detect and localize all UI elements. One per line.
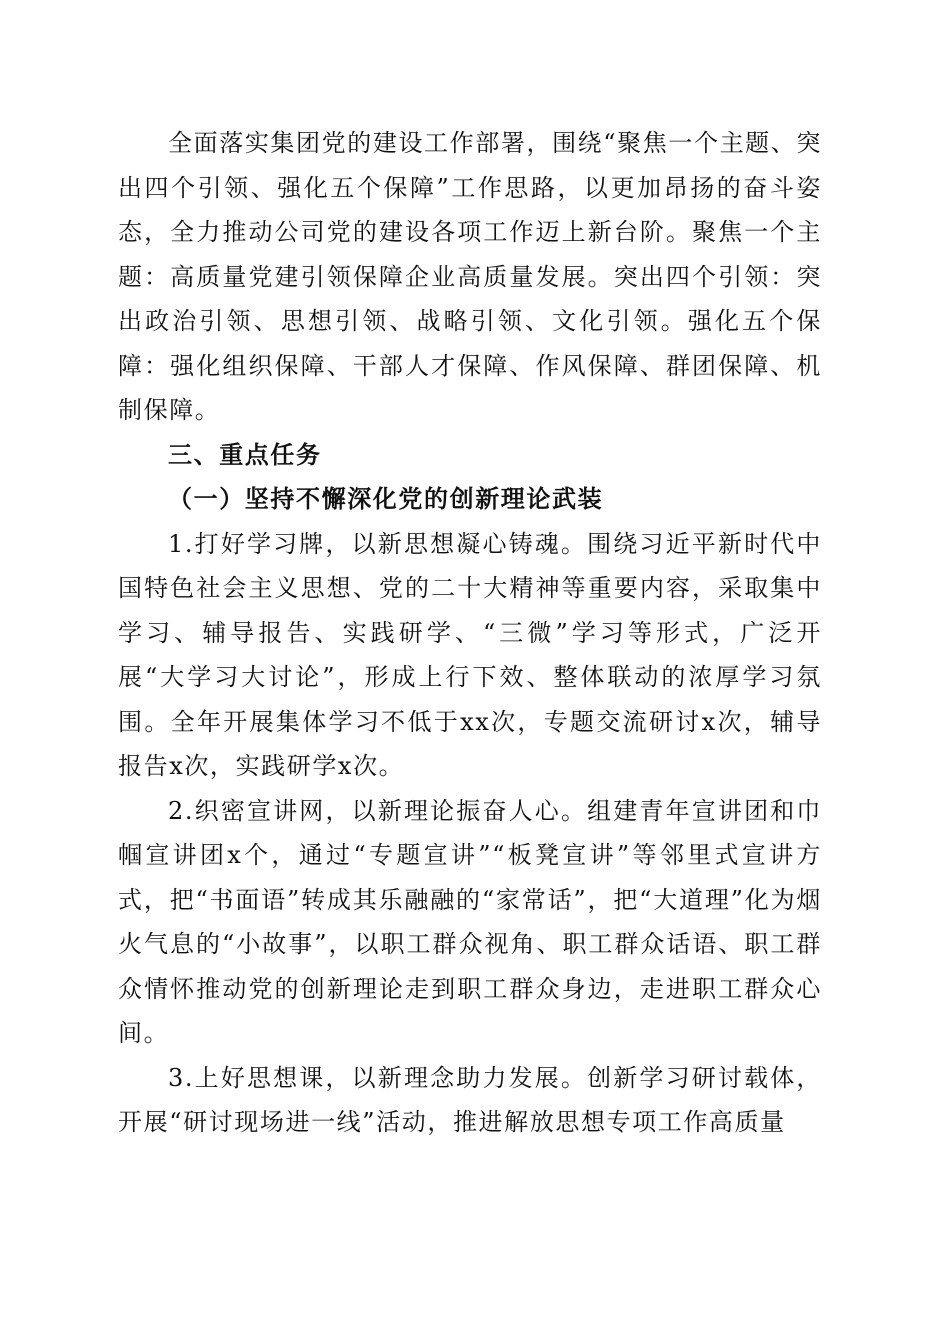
task-item-2: 2.织密宣讲网，以新理论振奋人心。组建青年宣讲团和巾帼宣讲团x个，通过“专题宣讲”“板凳宣讲”等邻里式宣讲方式，把“书面语”转成其乐融融的“家常话”，把“大道理”化为烟火气息的“小故事”，以职工群众视角、职工群众话语、职工群众情怀推动党的创新理论走到职工群众身边，走进职工群众心间。 [118,796,822,1047]
task-item-1: 1.打好学习牌，以新思想凝心铸魂。围绕习近平新时代中国特色社会主义思想、党的二十大精神等重要内容，采取集中学习、辅导报告、实践研学、“三微”学习等形式，广泛开展“大学习大讨论”，形成上行下效、整体联动的浓厚学习氛围。全年开展集体学习不低于xx次，专题交流研讨x次，辅导报告x次，实践研学x次。 [118,529,822,780]
document-body [118,121,822,1145]
subsection-heading: （一）坚持不懈深化党的创新理论武装 [168,484,604,513]
intro-paragraph: 全面落实集团党的建设工作部署，围绕“聚焦一个主题、突出四个引领、强化五个保障”工作思路，以更加昂扬的奋斗姿态，全力推动公司党的建设各项工作迈上新台阶。聚焦一个主题：高质量党建引领保障企业高质量发展。突出四个引领：突出政治引领、思想引领、战略引领、文化引领。强化五个保障：强化组织保障、干部人才保障、作风保障、群团保障、机制保障。 [118,129,822,424]
task-item-3: 3.上好思想课，以新理念助力发展。创新学习研讨载体，开展“研讨现场进一线”活动，推进解放思想专项工作高质量 [118,1063,822,1136]
section-heading: 三、重点任务 [168,440,322,469]
